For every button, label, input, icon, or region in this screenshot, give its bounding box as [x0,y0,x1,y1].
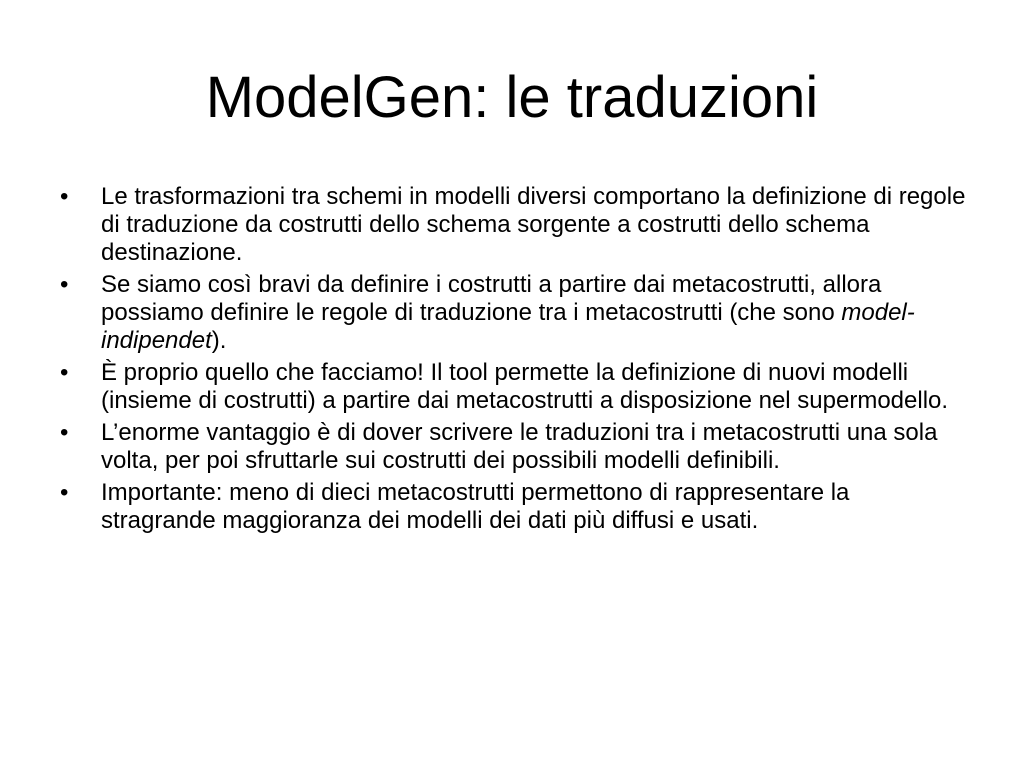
bullet-marker: • [60,419,69,446]
bullet-text: L’enorme vantaggio è di dover scrivere le traduzioni tra i metacostrutti una sola volta, per poi sfruttarle sui costrutti dei possibili modelli definibili. [101,419,938,474]
bullet-item-5 [60,479,970,535]
bullet-item-2 [60,271,970,355]
bullet-item-4 [60,419,970,475]
bullet-text: Se siamo così bravi da definire i costrutti a partire dai metacostrutti, allora possiamo definire le regole di traduzione tra i metacostrutti (che sono [101,271,882,326]
bullet-text: È proprio quello che facciamo! Il tool permette la definizione di nuovi modelli (insieme di costrutti) a partire dai metacostrutti a disposizione nel supermodello. [101,359,949,414]
slide-title: ModelGen: le traduzioni [205,65,819,130]
bullet-item-3 [60,359,970,415]
bullet-text-end: ). [211,327,227,354]
bullet-marker: • [60,183,69,210]
bullet-marker: • [60,271,69,298]
bullet-text: Le trasformazioni tra schemi in modelli diversi comportano la definizione di regole di traduzione da costrutti dello schema sorgente a costrutti dello schema destinazione. [101,183,966,266]
bullet-item-1 [60,183,970,267]
bullet-list [60,183,970,539]
bullet-text-italic: model-indipendet [101,299,915,354]
bullet-marker: • [60,359,69,386]
bullet-text: Importante: meno di dieci metacostrutti permettono di rappresentare la stragrande maggioranza dei modelli dei dati più diffusi e usati. [101,479,850,534]
bullet-marker: • [60,479,69,506]
